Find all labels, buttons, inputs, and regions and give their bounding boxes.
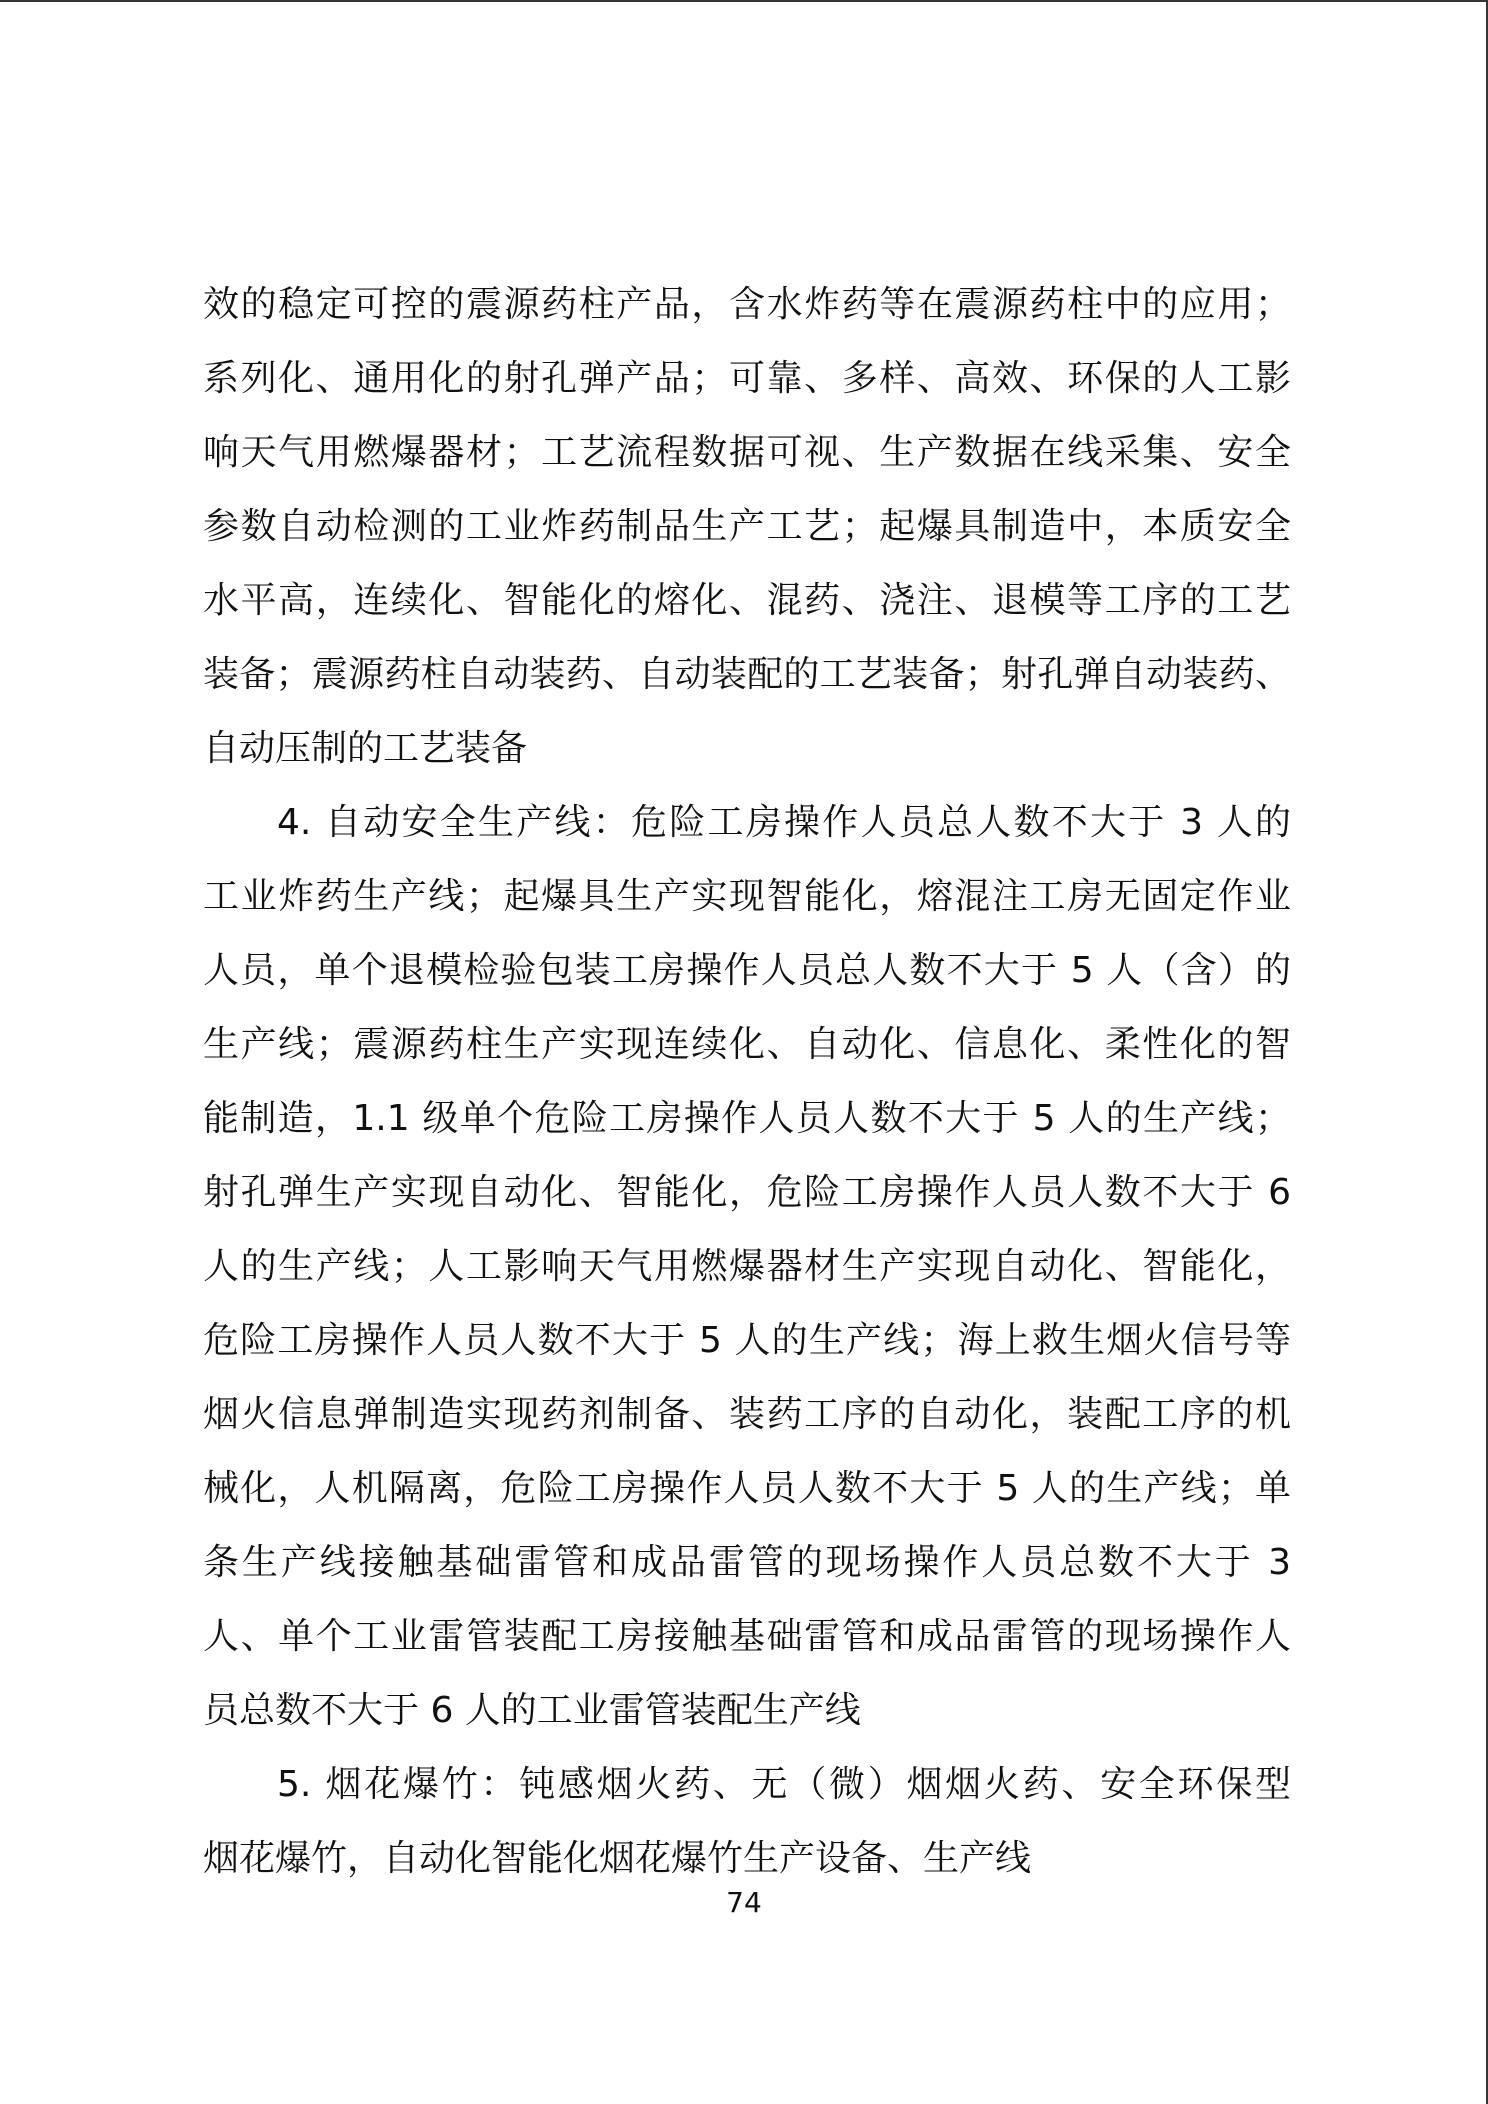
text-line: 系列化、通用化的射孔弹产品；可靠、多样、高效、环保的人工影 <box>203 358 1291 399</box>
text-line: 烟火信息弹制造实现药剂制备、装药工序的自动化，装配工序的机 <box>203 1394 1291 1435</box>
text-line: 参数自动检测的工业炸药制品生产工艺；起爆具制造中，本质安全 <box>203 506 1291 547</box>
text-line: 危险工房操作人员人数不大于 5 人的生产线；海上救生烟火信号等 <box>203 1320 1291 1361</box>
text-line: 响天气用燃爆器材；工艺流程数据可视、生产数据在线采集、安全 <box>203 432 1291 473</box>
page-top-border <box>0 0 1488 2</box>
text-line: 生产线；震源药柱生产实现连续化、自动化、信息化、柔性化的智 <box>203 1024 1291 1065</box>
paragraph-4-heading-line: 4. 自动安全生产线：危险工房操作人员总人数不大于 3 人的 <box>277 802 1291 843</box>
body-text <box>203 268 1291 1896</box>
text-line: 条生产线接触基础雷管和成品雷管的现场操作人员总数不大于 3 <box>203 1542 1291 1583</box>
text-line: 自动压制的工艺装备 <box>203 728 528 769</box>
text-line: 射孔弹生产实现自动化、智能化，危险工房操作人员人数不大于 6 <box>203 1172 1291 1213</box>
text-line: 员总数不大于 6 人的工业雷管装配生产线 <box>203 1690 861 1731</box>
paragraph-5-heading-line: 5. 烟花爆竹：钝感烟火药、无（微）烟烟火药、安全环保型 <box>277 1764 1291 1805</box>
text-line: 工业炸药生产线；起爆具生产实现智能化，熔混注工房无固定作业 <box>203 876 1291 917</box>
text-line: 装备；震源药柱自动装药、自动装配的工艺装备；射孔弹自动装药、 <box>203 654 1291 695</box>
text-line: 能制造，1.1 级单个危险工房操作人员人数不大于 5 人的生产线； <box>203 1098 1291 1139</box>
text-line: 人的生产线；人工影响天气用燃爆器材生产实现自动化、智能化， <box>203 1246 1291 1287</box>
text-line: 人员，单个退模检验包装工房操作人员总人数不大于 5 人（含）的 <box>203 950 1291 991</box>
text-line: 人、单个工业雷管装配工房接触基础雷管和成品雷管的现场操作人 <box>203 1616 1291 1657</box>
text-line: 械化，人机隔离，危险工房操作人员人数不大于 5 人的生产线；单 <box>203 1468 1291 1509</box>
text-line: 水平高，连续化、智能化的熔化、混药、浇注、退模等工序的工艺 <box>203 580 1291 621</box>
text-line: 效的稳定可控的震源药柱产品，含水炸药等在震源药柱中的应用； <box>203 284 1291 325</box>
page-number: 74 <box>726 1886 762 1919</box>
text-line: 烟花爆竹，自动化智能化烟花爆竹生产设备、生产线 <box>203 1838 1032 1879</box>
